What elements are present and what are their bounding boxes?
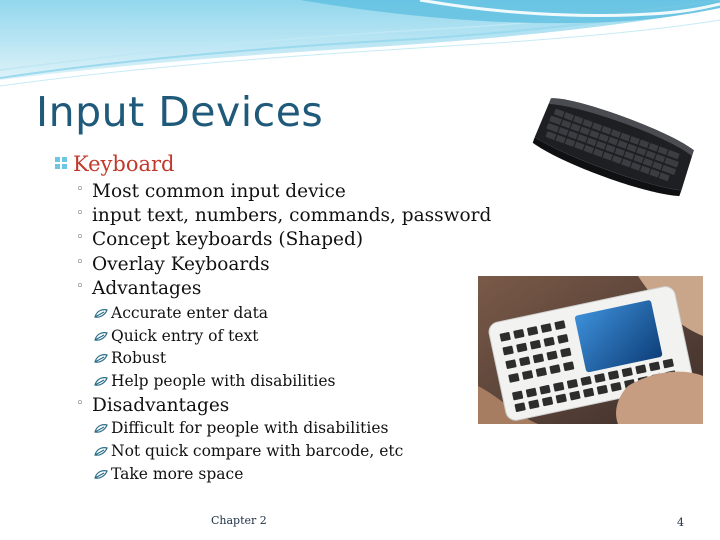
square-bullet-icon — [54, 156, 68, 170]
circle-bullet-icon: ◦ — [76, 396, 84, 411]
page-number: 4 — [677, 516, 684, 529]
heading-text: Keyboard — [73, 152, 175, 176]
slide-title: Input Devices — [36, 88, 324, 136]
circle-bullet-icon: ◦ — [76, 279, 84, 294]
leaf-bullet-icon — [94, 376, 108, 387]
concept-keyboard-image — [478, 276, 703, 424]
circle-bullet-icon: ◦ — [76, 182, 84, 197]
leaf-bullet-icon — [94, 423, 108, 434]
leaf-bullet-icon — [94, 308, 108, 319]
keyboard-image — [527, 67, 705, 213]
leaf-bullet-icon — [94, 331, 108, 342]
circle-bullet-icon: ◦ — [76, 206, 84, 221]
leaf-bullet-icon — [94, 446, 108, 457]
leaf-bullet-icon — [94, 469, 108, 480]
leaf-bullet-icon — [94, 353, 108, 364]
circle-bullet-icon: ◦ — [76, 230, 84, 245]
footer-chapter: Chapter 2 — [211, 514, 267, 527]
circle-bullet-icon: ◦ — [76, 255, 84, 270]
